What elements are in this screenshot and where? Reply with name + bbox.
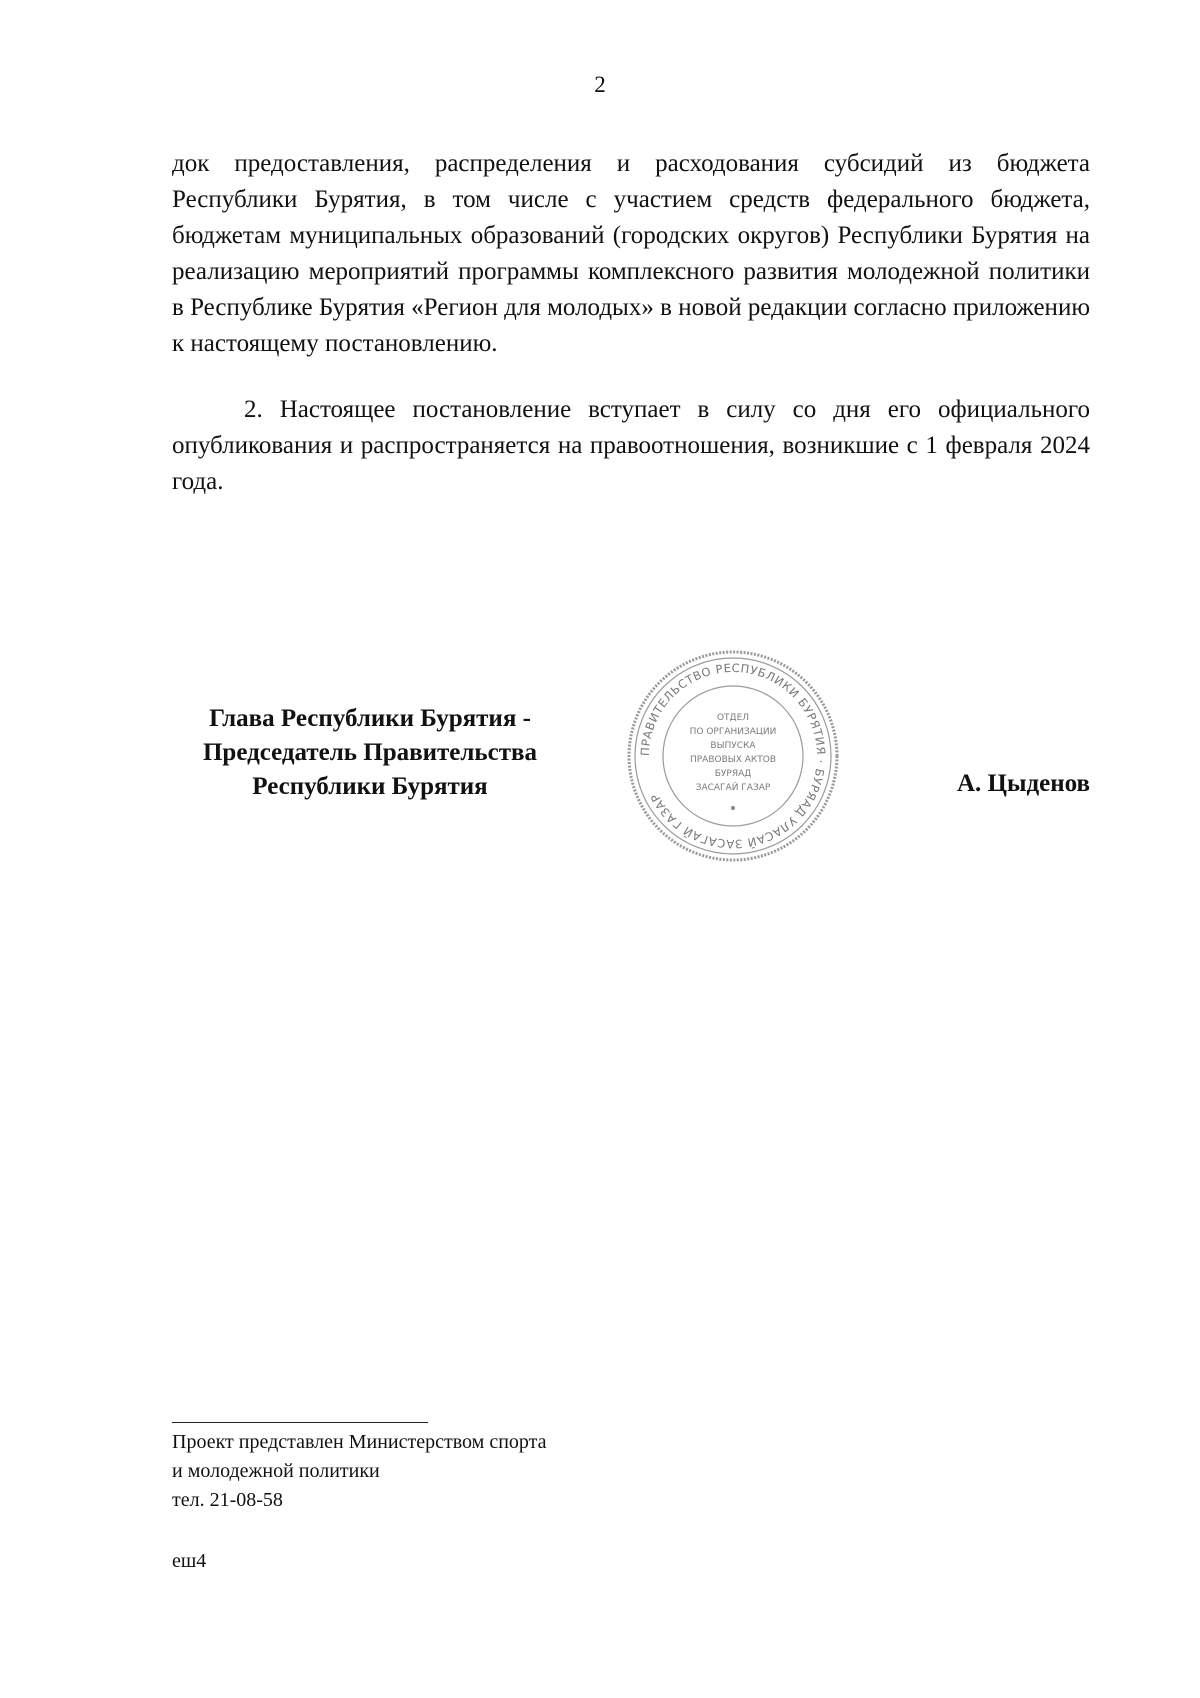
seal-center-line: ОТДЕЛ [716,713,750,723]
signatory-title-line: Глава Республики Бурятия - [209,705,531,732]
paragraph-2: 2. Настоящее постановление вступает в силу со дня его официального опубликования и распространяется на правоотношения, возникшие с 1 февраля 2024 года. [172,396,1090,495]
footnote-line: и молодежной политики [172,1460,380,1482]
seal-outer-text: ПРАВИТЕЛЬСТВО РЕСПУБЛИКИ БУРЯТИЯ · БУРЯАД УЛАСАЙ ЗАСАГАЙ ГАЗАР [637,660,829,852]
document-code: еш4 [172,1550,207,1572]
seal-center-line: ПО ОРГАНИЗАЦИИ [689,727,777,737]
paragraph-1: док предоставления, распределения и расходования субсидий из бюджета Республики Бурятия, в том числе с участием средств федерального бюджета, бюджетам муниципальных образований (городских округов) Республики Бурятия на реализацию мероприятий программы комплексного развития молодежной политики в Республике Бурятия «Регион для молодых» в новой редакции согласно приложению к настоящему постановлению. [172,150,1090,357]
body-text [172,146,1090,500]
footnote-divider [172,1422,428,1423]
page-number: 2 [594,72,606,97]
signatory-title [160,702,580,804]
seal-center-line: ЗАСАГАЙ ГАЗАР [695,783,771,793]
signatory-title-line: Председатель Правительства [202,739,538,766]
signatory-title-line: Республики Бурятия [252,773,488,800]
footnote [172,1428,547,1515]
seal-center-line: БУРЯАД [714,769,752,779]
seal-center-line: ВЫПУСКА [710,741,756,751]
seal-center-line: ПРАВОВЫХ АКТОВ [689,755,777,765]
official-seal [625,648,841,864]
footnote-line: тел. 21-08-58 [172,1489,283,1511]
signatory-name: А. Цыденов [956,770,1090,797]
footnote-line: Проект представлен Министерством спорта [172,1431,547,1453]
